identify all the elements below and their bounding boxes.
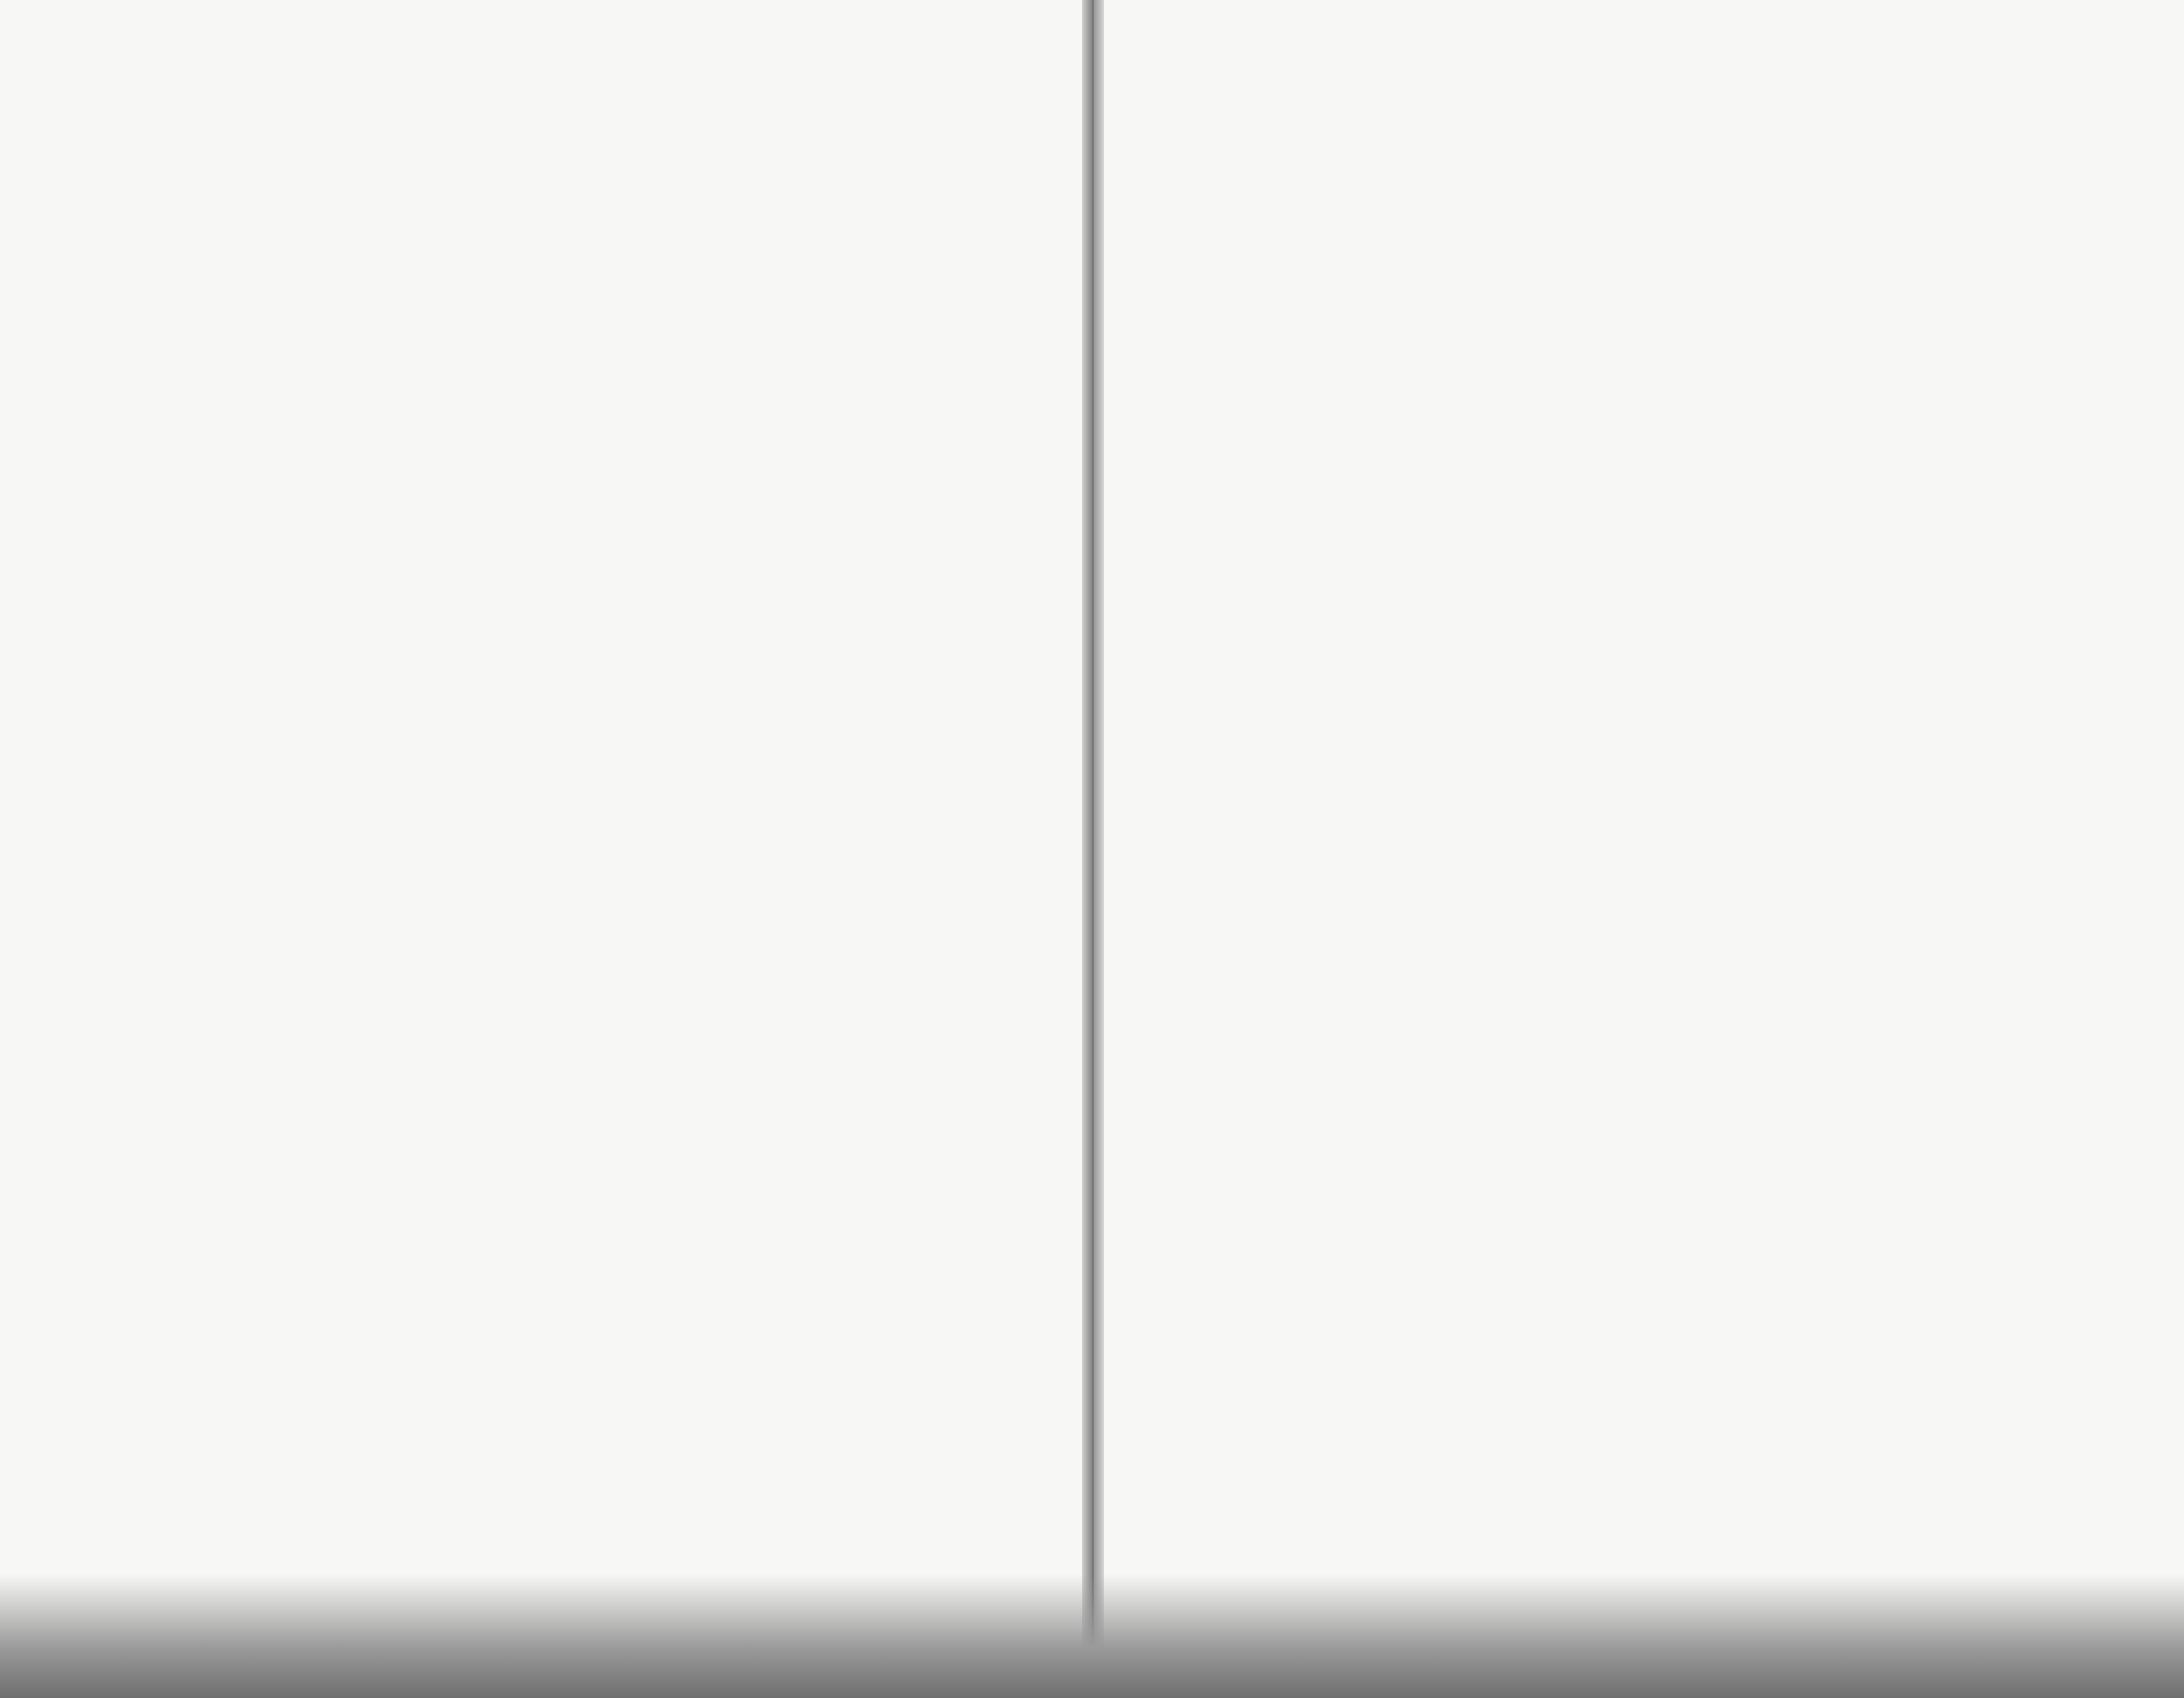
page-shadow — [0, 1574, 2184, 1698]
book-gutter — [1082, 0, 1104, 1698]
